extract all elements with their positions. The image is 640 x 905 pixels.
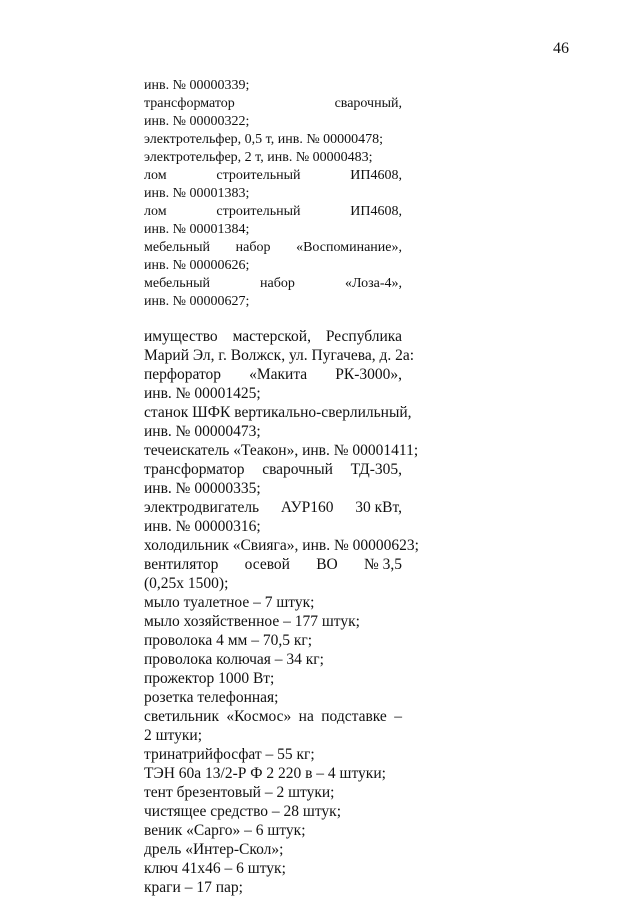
text-line: мыло туалетное – 7 штук; (144, 594, 315, 611)
word: перфоратор (144, 366, 222, 383)
text-line: инв. № 00001384; (144, 222, 250, 237)
word: ИП4608, (350, 204, 402, 219)
word: подставке (321, 708, 387, 725)
text-line: инв. № 00000316; (144, 518, 261, 535)
text-line (144, 555, 402, 574)
word: АУР160 (280, 499, 334, 516)
word: Республика (325, 328, 402, 345)
document-text (144, 77, 419, 897)
text-line (144, 707, 402, 726)
word: – (394, 708, 402, 725)
word: «Воспоминание», (296, 240, 402, 255)
word: ТД-305, (350, 461, 402, 478)
word: РК-3000», (335, 366, 402, 383)
text-line: инв. № 00000335; (144, 480, 261, 497)
word: лом (144, 168, 167, 183)
word: «Космос» (226, 708, 292, 725)
text-line (144, 498, 402, 517)
word: светильник (144, 708, 219, 725)
inventory-list-part-2 (144, 327, 419, 897)
text-line: инв. № 00000627; (144, 294, 250, 309)
text-line: холодильник «Свияга», инв. № 00000623; (144, 537, 419, 554)
text-line: тринатрийфосфат – 55 кг; (144, 746, 315, 763)
text-line: (0,25х 1500); (144, 575, 229, 592)
word: № 3,5 (363, 556, 402, 573)
text-line (144, 203, 402, 221)
word: трансформатор (144, 96, 235, 111)
text-line: инв. № 00000339; (144, 78, 250, 93)
text-line (144, 460, 402, 479)
page-number: 46 (553, 40, 569, 57)
word: строительный (216, 168, 301, 183)
word: вентилятор (144, 556, 219, 573)
word: ВО (316, 556, 338, 573)
text-line: электротельфер, 2 т, инв. № 00000483; (144, 150, 373, 165)
text-line (144, 275, 402, 293)
paragraph-gap (144, 311, 402, 327)
text-line: течеискатель «Теакон», инв. № 00001411; (144, 442, 419, 459)
text-line (144, 95, 402, 113)
text-line: электротельфер, 0,5 т, инв. № 00000478; (144, 132, 384, 147)
word: мебельный (144, 240, 210, 255)
text-line: 2 штуки; (144, 727, 203, 744)
text-line: инв. № 00000626; (144, 258, 250, 273)
text-line: веник «Сарго» – 6 штук; (144, 822, 306, 839)
text-line: инв. № 00000322; (144, 114, 250, 129)
text-line: дрель «Интер-Скол»; (144, 841, 284, 858)
inventory-list-part-1 (144, 77, 402, 311)
text-line: мыло хозяйственное – 177 штук; (144, 613, 360, 630)
word: трансформатор (144, 461, 245, 478)
text-line: краги – 17 пар; (144, 879, 243, 896)
word: строительный (216, 204, 301, 219)
text-line: проволока 4 мм – 70,5 кг; (144, 632, 313, 649)
word: сварочный, (334, 96, 402, 111)
text-line (144, 239, 402, 257)
text-line: станок ШФК вертикально-сверлильный, (144, 404, 412, 421)
word: на (298, 708, 314, 725)
word: мастерской, (232, 328, 311, 345)
text-line: чистящее средство – 28 штук; (144, 803, 342, 820)
word: 30 кВт, (355, 499, 402, 516)
text-line: ключ 41х46 – 6 штук; (144, 860, 286, 877)
word: ИП4608, (350, 168, 402, 183)
word: лом (144, 204, 167, 219)
word: электродвигатель (144, 499, 260, 516)
text-line: инв. № 00001383; (144, 186, 250, 201)
text-line: ТЭН 60а 13/2-Р Ф 2 220 в – 4 штуки; (144, 765, 386, 782)
word: имущество (144, 328, 218, 345)
word: набор (260, 276, 295, 291)
word: «Лоза-4», (344, 276, 402, 291)
text-line (144, 167, 402, 185)
word: сварочный (262, 461, 333, 478)
text-line (144, 365, 402, 384)
text-line: инв. № 00000473; (144, 423, 261, 440)
word: осевой (244, 556, 290, 573)
word: набор (235, 240, 271, 255)
text-line: инв. № 00001425; (144, 385, 261, 402)
text-line: прожектор 1000 Вт; (144, 670, 275, 687)
word: «Макита (249, 366, 308, 383)
word: мебельный (144, 276, 210, 291)
text-line: Марий Эл, г. Волжск, ул. Пугачева, д. 2а: (144, 347, 415, 364)
text-line (144, 327, 402, 346)
text-line: розетка телефонная; (144, 689, 279, 706)
text-line: проволока колючая – 34 кг; (144, 651, 324, 668)
text-line: тент брезентовый – 2 штуки; (144, 784, 335, 801)
